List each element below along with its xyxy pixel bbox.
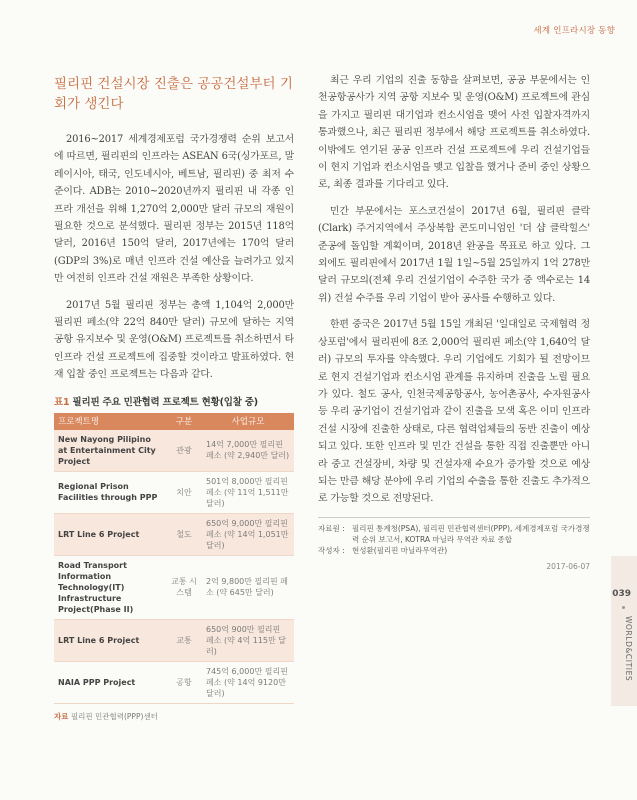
project-scale: 14억 7,000만 필리핀 페소 (약 2,940만 달러) xyxy=(202,430,294,472)
project-scale: 650억 900만 필리핀 페소 (약 4억 115만 달러) xyxy=(202,619,294,661)
table-header-row xyxy=(54,413,294,430)
table-title xyxy=(54,394,294,408)
body-paragraph: 2016~2017 세계경제포럼 국가경쟁력 순위 보고서에 따르면, 필리핀의 인프라는 ASEAN 6국(싱가포르, 말레이시아, 태국, 인도네시아, 베트남, 필리핀) 중 최저 수준이다. ADB는 2010~2020년까지 필리핀 내 각종 인프라 개선을 위해 1,270억 2,000만 달러 규모의 재원이 필요한 것으로 분석했다. 필리핀 정부는 2015년 118억 달러, 2016년 150억 달러, 2017년에는 170억 달러(GDP의 3%)로 매년 인프라 건설 예산을 늘려가고 있지만 여전히 인프라 건설 재원은 부족한 상황이다. xyxy=(54,134,294,285)
table-row xyxy=(54,661,294,703)
article-headline: 필리핀 건설시장 진출은 공공건설부터 기회가 생긴다 xyxy=(54,76,293,112)
table-row xyxy=(54,430,294,472)
project-name: New Nayong Pilipino at Entertainment City Project xyxy=(54,430,166,472)
project-scale: 2억 9,800만 필리핀 페소 (약 645만 달러) xyxy=(202,555,294,619)
table-title-text: 필리핀 주요 민관협력 프로젝트 현황(입찰 중) xyxy=(69,396,258,408)
right-column xyxy=(318,72,590,571)
project-category: 공항 xyxy=(166,661,202,703)
table-row xyxy=(54,513,294,555)
project-name: Road Transport Information Technology(IT) Infrastructure Project(Phase II) xyxy=(54,555,166,619)
project-category: 철도 xyxy=(166,513,202,555)
section-name: WORLD&CITIES xyxy=(624,616,633,682)
project-name: LRT Line 6 Project xyxy=(54,513,166,555)
source-label: 자료 xyxy=(54,711,69,721)
project-category: 치안 xyxy=(166,471,202,513)
project-scale: 650억 9,000만 필리핀 페소 (약 14억 1,051만 달러) xyxy=(202,513,294,555)
article-notes xyxy=(318,517,590,556)
table-row xyxy=(54,619,294,661)
body-paragraph: 2017년 5월 필리핀 정부는 총액 1,104억 2,000만 필리핀 페소(약 22억 840만 달러) 규모에 달하는 지역 공항 유지보수 및 운영(O&M) 프로젝트를 취소하면서 타 인프라 건설 프로젝트에 집중할 것이라고 발표하였다. 현재 입찰 중인 프로젝트는 다음과 같다. xyxy=(54,299,294,381)
body-paragraph: 최근 우리 기업의 진출 동향을 살펴보면, 공공 부문에서는 인천공항공사가 지역 공항 지보수 및 운영(O&M) 프로젝트에 관심을 가지고 필리핀 대기업과 컨소시엄을 맺어 사전 입찰자격까지 통과했으나, 최근 필리핀 정부에서 해당 프로젝트를 취소하였다. 이밖에도 연기된 공공 인프라 건설 프로젝트에 우리 건설기업들이 현지 기업과 컨소시엄을 맺고 입찰을 했거나 준비 중인 상황으로, 최종 결과를 기다리고 있다. xyxy=(318,75,590,191)
body-paragraph: 한편 중국은 2017년 5월 15일 개최된 '일대일로 국제협력 정상포럼'에서 필리핀에 8조 2,000억 필리핀 페소(약 1,640억 달러) 규모의 투자를 약속했다. 우리 기업에도 기회가 될 전망이므로 현지 건설기업과 컨소시엄 관계를 유지하며 진출을 노릴 필요가 있다. 철도 공사, 인천국제공항공사, 농어촌공사, 수자원공사 등 우리 공기업이 건설기업과 같이 진출을 모색 혹은 이미 인프라 건설 시장에 진출한 상태로, 다른 협력업체들의 동반 진출이 예상되고 있다. 또한 인프라 및 민간 건설을 통한 직접 진출뿐만 아니라 중고 건설장비, 차량 및 건설자재 수요가 증가할 것으로 예상되는 만큼 해당 분야에 우리 기업의 수출을 통한 진출도 추가적으로 가능할 것으로 전망된다. xyxy=(318,319,590,505)
table-number: 표1 xyxy=(54,396,70,408)
author-text: 현성환(필리핀 마닐라무역관) xyxy=(352,545,448,555)
publish-date: 2017-06-07 xyxy=(546,561,590,571)
project-name: Regional Prison Facilities through PPP xyxy=(54,471,166,513)
table-source xyxy=(54,711,294,722)
project-scale: 501억 8,000만 필리핀 페소 (약 11억 1,511만 달러) xyxy=(202,471,294,513)
project-name: LRT Line 6 Project xyxy=(54,619,166,661)
author-label: 작성자 : xyxy=(318,545,345,555)
table-row xyxy=(54,471,294,513)
left-column xyxy=(54,74,294,722)
project-name: NAIA PPP Project xyxy=(54,661,166,703)
section-label: 세계 인프라시장 동향 xyxy=(533,26,615,36)
data-source-label: 자료원 : xyxy=(318,523,345,533)
page-dot xyxy=(622,606,625,609)
project-table xyxy=(54,413,294,704)
project-category: 교통 시스템 xyxy=(166,555,202,619)
project-category: 교통 xyxy=(166,619,202,661)
column-header: 구분 xyxy=(166,413,202,430)
table-row xyxy=(54,555,294,619)
project-category: 관광 xyxy=(166,430,202,472)
data-source-text: 필리핀 통계청(PSA), 필리핀 민관협력센터(PPP), 세계경제포럼 국가경쟁력 순위 보고서, KOTRA 마닐라 무역관 자료 종합 xyxy=(352,523,590,544)
column-header: 사업규모 xyxy=(202,413,294,430)
data-source-note xyxy=(318,523,590,545)
project-scale: 745억 6,000만 필리핀 페소 (약 14억 9120만 달러) xyxy=(202,661,294,703)
author-note xyxy=(318,545,590,556)
source-text: 필리핀 민관협력(PPP)센터 xyxy=(68,711,158,721)
body-paragraph: 민간 부문에서는 포스코건설이 2017년 6월, 필리핀 클락(Clark) 주거지역에서 주상복합 콘도미니엄인 '더 샵 클락힐스' 준공에 돌입할 계획이며, 2018년 완공을 목표로 하고 있다. 그 외에도 필리핀에서 2017년 1월 1일~5월 25일까지 1억 278만 달러 규모의(전체 우리 건설기업이 수주한 국가 중 액수로는 14위) 건설 수주를 우리 기업이 받아 공사를 수행하고 있다. xyxy=(318,205,590,304)
column-header: 프로젝트명 xyxy=(54,413,166,430)
page-number: 039 xyxy=(612,589,631,599)
